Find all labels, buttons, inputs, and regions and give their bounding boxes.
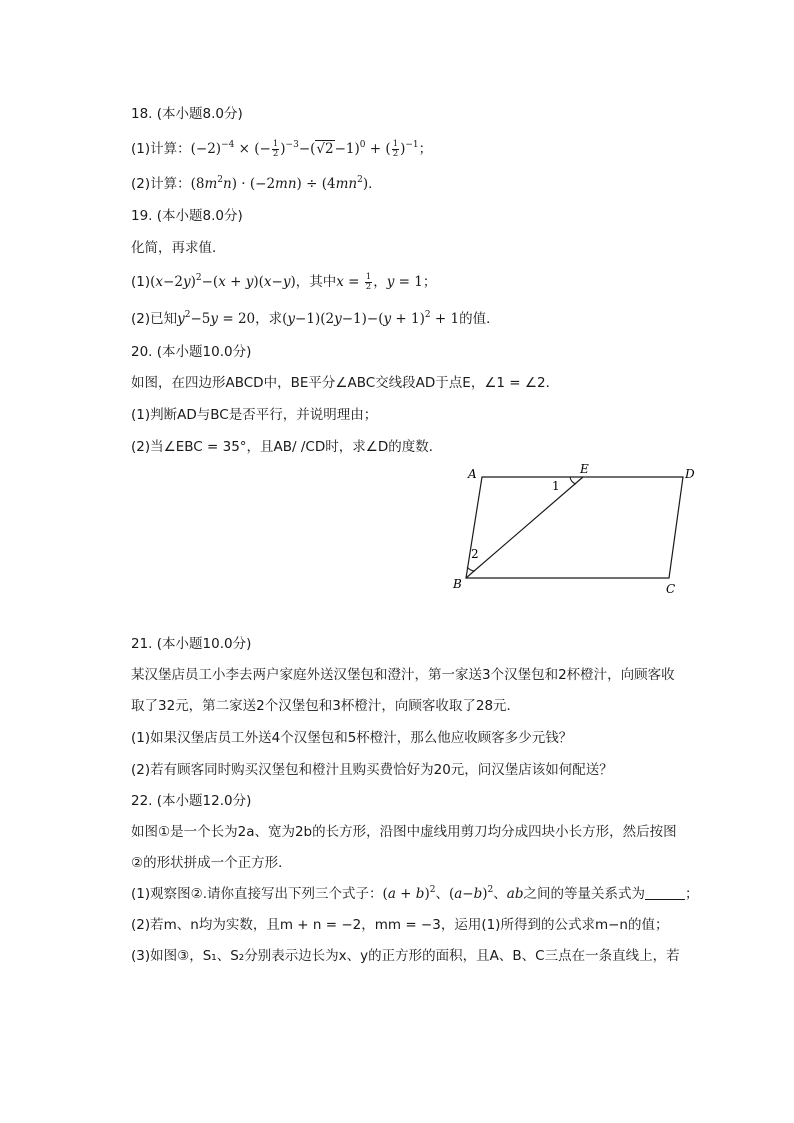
q19-part2-condition: $y^2-5y = 20$ — [177, 310, 256, 327]
q19-part2-expression: $(y-1)(2y-1)-(y + 1)^2 + 1$ — [282, 310, 460, 327]
q20-header: 20. (本小题10.0分) — [131, 344, 252, 360]
q18-header: 18. (本小题8.0分) — [131, 106, 243, 122]
q18-part1-label: (1)计算： — [131, 141, 191, 157]
q20-intro: 如图，在四边形ABCD中，BE平分∠ABC交线段AD于点E，∠1 = ∠2． — [131, 375, 560, 391]
vertex-e-label: E — [580, 462, 589, 476]
angle-2-label: 2 — [471, 547, 479, 561]
segment-be — [466, 477, 583, 578]
q19-header: 19. (本小题8.0分) — [131, 208, 243, 224]
q20-part2: (2)当∠EBC = 35°，且AB/ /CD时，求∠D的度数． — [131, 439, 443, 455]
q22-header: 22. (本小题12.0分) — [131, 793, 252, 809]
angle-2-arc — [467, 567, 475, 571]
vertex-a-label: A — [468, 467, 477, 481]
q22-part1-expressions: $(a + b)^2$、$(a-b)^2$、ab — [382, 885, 524, 902]
answer-blank — [645, 899, 685, 900]
q18-part2: (2)计算：$(8m^2n) \cdot (-2mn) \div (4mn^2)$. — [131, 175, 373, 192]
quadrilateral-abcd — [466, 477, 683, 578]
q19-part2: (2)已知$y^2-5y = 20$，求$(y-1)(2y-1)-(y + 1)^2 + 1$的值． — [131, 310, 500, 327]
q22-part3: (3)如图③，S₁、S₂分别表示边长为x、y的正方形的面积，且A、B、C三点在一条直线上，若 — [131, 948, 680, 964]
angle-1-label: 1 — [552, 479, 560, 493]
q21-part2: (2)若有顾客同时购买汉堡包和橙汁且购买费恰好为20元，问汉堡店该如何配送？ — [131, 762, 613, 778]
q19-part1-condition: x = $\frac{1}{2}$ — [336, 272, 372, 292]
q18-part1 — [131, 139, 432, 159]
vertex-b-label: B — [453, 577, 462, 591]
q21-text-line2: 取了32元，第二家送2个汉堡包和3杯橙汁，向顾客收取了28元． — [131, 698, 521, 714]
q21-text-line1: 某汉堡店员工小李去两户家庭外送汉堡包和澄汁，第一家送3个汉堡包和2杯橙汁，向顾客收 — [131, 667, 675, 683]
vertex-c-label: C — [666, 582, 676, 596]
q18-part1-expression: $(-2)^{-4}$ × (− $\frac{1}{2}$ )$^{-3}-(√2-1)^0$ + ( $\frac{1}{2}$ )$^{-1}$； — [190, 139, 433, 159]
q19-part1-expression: $(x-2y)^2-(x + y)(x-y)$ — [150, 273, 296, 290]
q21-part1: (1)如果汉堡店员工外送4个汉堡包和5杯橙汁，那么他应收顾客多少元钱？ — [131, 730, 573, 746]
vertex-d-label: D — [685, 467, 695, 481]
angle-1-arc — [570, 477, 576, 484]
q22-part2: (2)若m、n均为实数，且m + n = −2，mm = −3，运用(1)所得到的公式求m−n的值； — [131, 917, 669, 933]
q22-text-line1: 如图①是一个长为2a、宽为2b的长方形，沿图中虚线用剪刀均分成四块小长方形，然后按图 — [131, 824, 677, 840]
q22-text-line2: ②的形状拼成一个正方形． — [131, 855, 292, 871]
q18-part2-label: (2)计算： — [131, 176, 191, 192]
q19-intro: 化简，再求值． — [131, 240, 226, 256]
quadrilateral-figure — [445, 458, 705, 598]
q18-part2-expression: $(8m^2n) \cdot (-2mn) \div (4mn^2)$ — [190, 175, 369, 192]
q21-header: 21. (本小题10.0分) — [131, 636, 252, 652]
q20-part1: (1)判断AD与BC是否平行，并说明理由； — [131, 407, 378, 423]
q22-part1: (1)观察图②.请你直接写出下列三个式子：$(a + b)^2$、$(a-b)^2$、ab之间的等量关系式为 ； — [131, 885, 699, 902]
q19-part1: $(1)(x-2y)^2-(x + y)(x-y)$，其中x = $\frac{1}{2}$ ，y = 1； — [131, 272, 437, 292]
